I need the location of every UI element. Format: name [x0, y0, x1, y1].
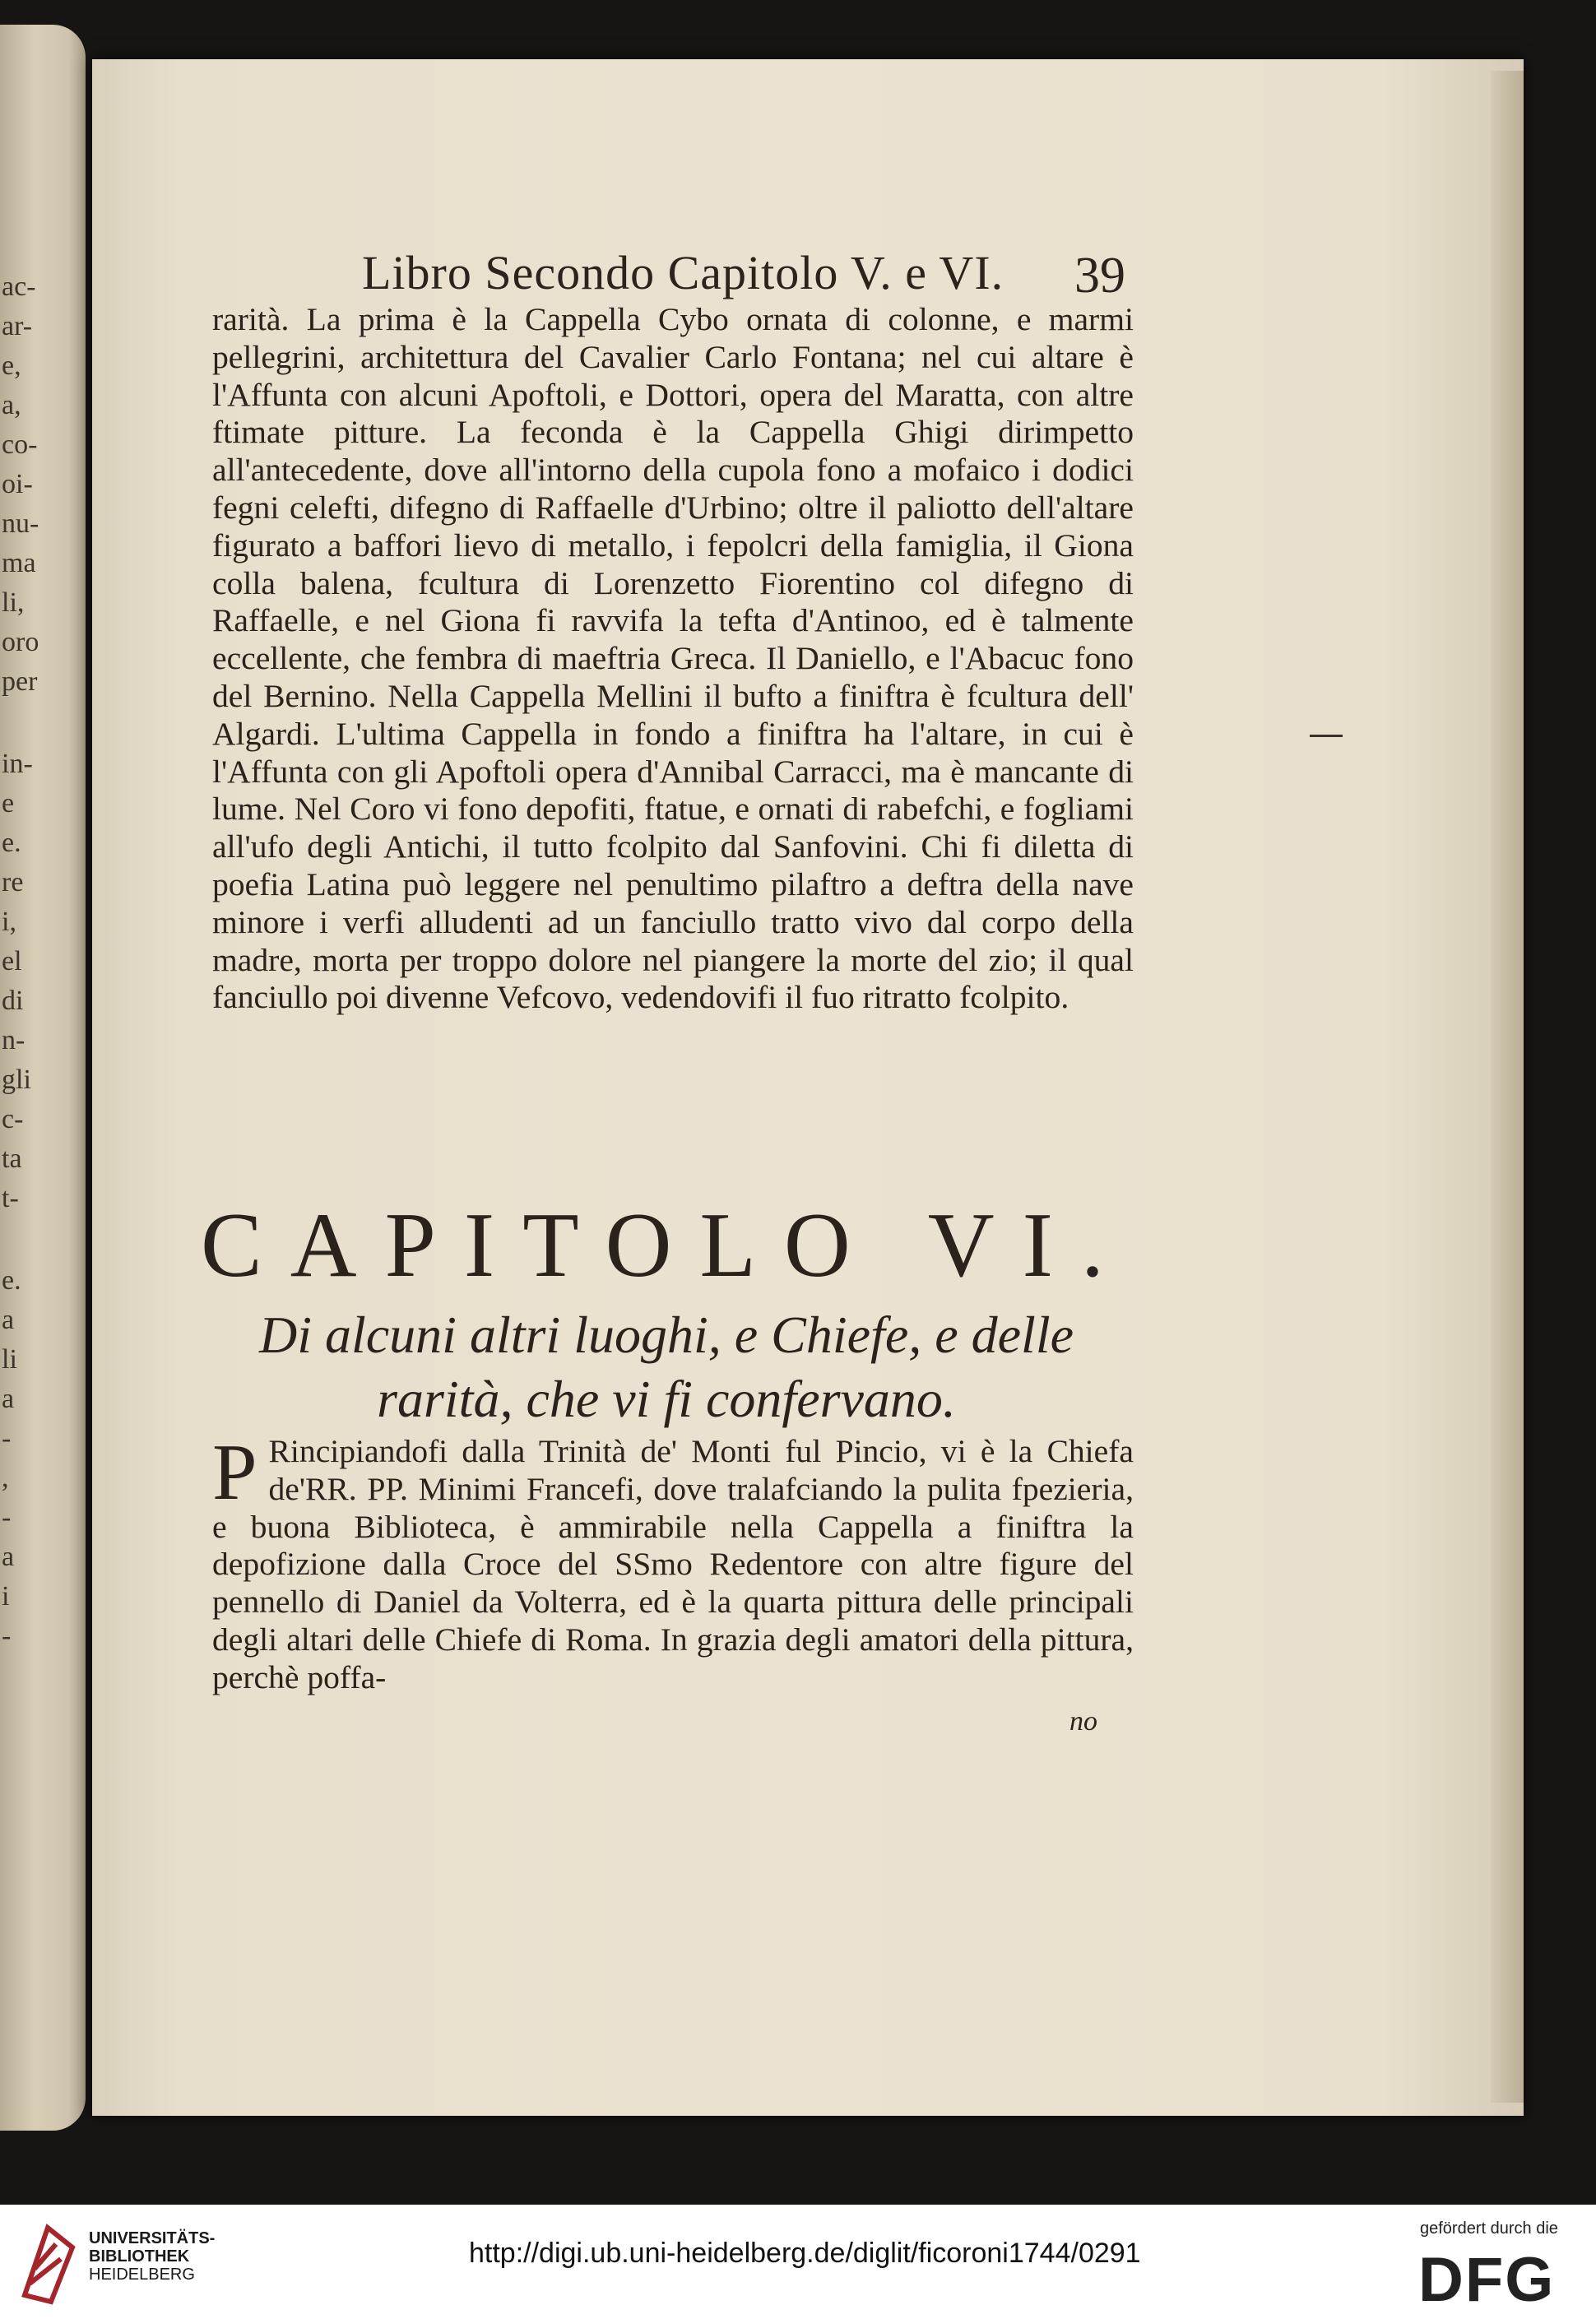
page-edge-shadow — [1491, 71, 1524, 2103]
university-library-name — [89, 2229, 215, 2284]
facing-page-fragment: ma — [2, 548, 36, 578]
facing-page-fragment: i, — [2, 907, 16, 937]
facing-page-fragment: li — [2, 1344, 17, 1375]
facing-page-fragment: ar- — [2, 311, 33, 341]
page-number: 39 — [1074, 248, 1125, 304]
facing-page-edge — [0, 25, 86, 2131]
drop-cap: P — [212, 1428, 257, 1517]
facing-page-fragment: e, — [2, 350, 21, 381]
facing-page-fragment: - — [2, 1502, 12, 1533]
facing-page-fragment: e — [2, 788, 15, 819]
facing-page-fragment: nu- — [2, 508, 39, 539]
library-line-3: HEIDELBERG — [89, 2266, 195, 2284]
facing-page-fragment: di — [2, 986, 24, 1016]
facing-page-fragment: a — [2, 1542, 15, 1572]
dfg-logo: DFG — [1418, 2245, 1556, 2315]
chapter-title: CAPITOLO VI. — [201, 1194, 1132, 1296]
facing-page-fragment: a — [2, 1305, 15, 1335]
funder-label: gefördert durch die — [1420, 2219, 1558, 2238]
paragraph-1: rarità. La prima è la Cappella Cybo ornata di colonne, e marmi pellegrini, architettura del Cavalier Carlo Fontana; nel cui altare è l'Affunta con alcuni Apoftoli, e Dottori, opera del Maratta, con altre ftimate pitture. La feconda è la Cappella Ghigi dirimpetto all'antecedente, dove all'intorno della cupola fono a mofaico i dodici fegni celefti, difegno di Raffaelle d'Urbino; oltre il paliotto dell'altare figurato a baffori lievo di metallo, i fepolcri della famiglia, il Giona colla balena, fcultura di Lorenzetto Fiorentino col difegno di Raffaelle, e nel Giona fi ravvifa la tefta d'Antinoo, ed è talmente eccellente, che fembra di maeftria Greca. Il Daniello, e l'Abacuc fono del Bernino. Nella Cappella Mellini il bufto a finiftra è fcultura dell' Algardi. L'ultima Cappella in fondo a finiftra ha l'altare, in cui è l'Affunta con gli Apoftoli opera d'Annibal Carracci, ma è mancante di lume. Nel Coro vi fono depofiti, ftatue, e ornati di rabefchi, e fogliami all'ufo degli Antichi, il tutto fcolpito dal Sanfovini. Chi fi diletta di poefia Latina può leggere nel penultimo pilaftro a deftra della nave minore i verfi alludenti ad un fanciullo tratto vivo dal corpo della madre, morta per troppo dolore nel piangere la morte del zio; il qual fanciullo poi divenne Vefcovo, vedendovifi il fuo ritratto fcolpito. — [212, 301, 1134, 1016]
chapter-subtitle: Di alcuni altri luoghi, e Chiefe, e delle rarità, che vi fi confervano. — [258, 1306, 1074, 1428]
facing-page-fragment: gli — [2, 1064, 31, 1095]
catchword: no — [1069, 1706, 1097, 1737]
viewer-footer — [0, 2205, 1596, 2319]
facing-page-fragment: oi- — [2, 469, 33, 499]
facing-page-fragment: a, — [2, 390, 21, 420]
facing-page-fragment: ac- — [2, 271, 36, 302]
margin-dash — [1310, 735, 1343, 737]
facing-page-fragment: ta — [2, 1143, 22, 1174]
facing-page-fragment: per — [2, 666, 38, 697]
facing-page-fragment: re — [2, 867, 24, 897]
facing-page-fragment: i — [2, 1581, 10, 1612]
facing-page-fragment: t- — [2, 1183, 19, 1213]
facing-page-fragment: - — [2, 1423, 12, 1454]
library-line-1: UNIVERSITÄTS- — [89, 2229, 216, 2247]
facing-page-fragment: in- — [2, 749, 33, 779]
library-line-2: BIBLIOTHEK — [89, 2247, 190, 2266]
paragraph-2 — [212, 1428, 1134, 1696]
facing-page-fragment: - — [2, 1621, 12, 1651]
facing-page-fragment: co- — [2, 429, 38, 460]
running-title: Libro Secondo Capitolo V. e VI. — [362, 246, 1004, 299]
facing-page-fragment: oro — [2, 627, 39, 657]
facing-page-fragment: n- — [2, 1025, 26, 1055]
facing-page-fragment: e. — [2, 1265, 21, 1296]
university-library-logo-icon — [18, 2219, 79, 2305]
facing-page-fragment: c- — [2, 1104, 24, 1134]
facing-page-fragment: , — [2, 1463, 9, 1493]
paragraph-2-text: Rincipiandofi dalla Trinità de' Monti ful Pincio, vi è la Chiefa de'RR. PP. Minimi Francefi, dove tralafciando la pulita fpezieria, e buona Biblioteca, è ammirabile nella Cappella a finiftra la depofizione dalla Croce del SSmo Redentore con altre figure del pennello di Daniel da Volterra, ed è la quarta pittura delle principali degli altari delle Chiefe di Roma. In grazia degli amatori della pittura, perchè poffa- — [212, 1433, 1134, 1695]
source-url-link[interactable]: http://digi.ub.uni-heidelberg.de/diglit/ficoroni1744/0291 — [469, 2238, 1141, 2269]
facing-page-fragment: li, — [2, 587, 25, 618]
facing-page-fragment: el — [2, 946, 22, 976]
facing-page-fragment: a — [2, 1384, 15, 1414]
facing-page-fragment: e. — [2, 828, 21, 858]
